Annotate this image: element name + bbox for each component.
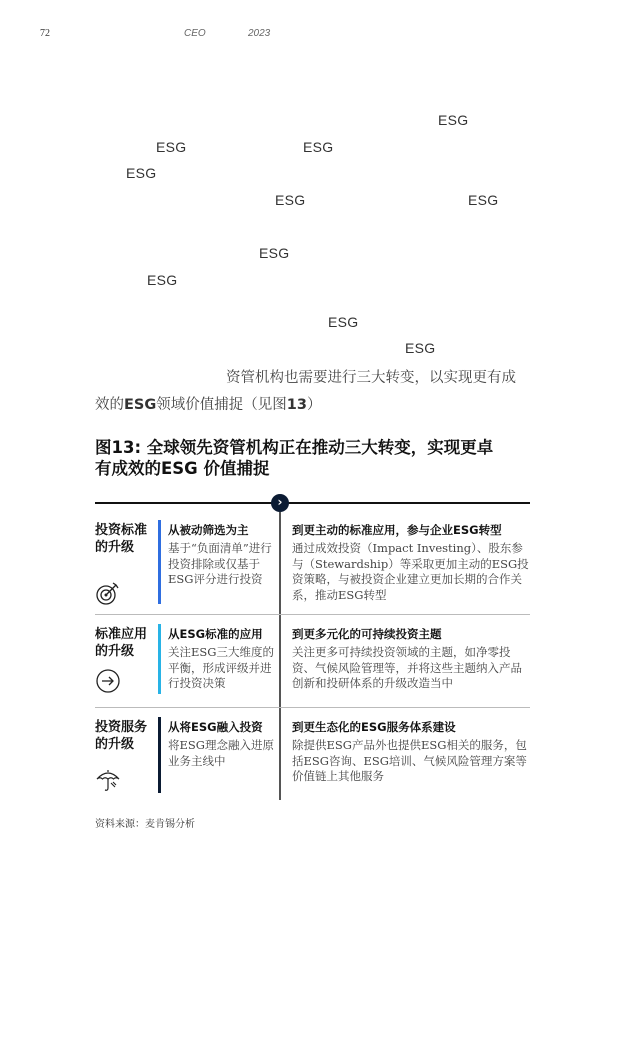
esg-fragment: ESG — [468, 192, 499, 208]
esg-fragment: ESG — [259, 245, 290, 261]
umbrella-icon — [95, 767, 121, 793]
esg-fragment: ESG — [156, 139, 187, 155]
esg-fragment: ESG — [438, 112, 469, 128]
accent-bar — [158, 717, 161, 793]
figure-title-line2: 有成效的ESG 价值捕捉 — [95, 459, 270, 478]
esg-fragment: ESG — [147, 272, 178, 288]
body-text-num: 13 — [286, 397, 307, 413]
row-divider — [95, 707, 530, 708]
from-description: 基于“负面清单”进行投资排除或仅基于ESG评分进行投资 — [168, 541, 272, 586]
to-heading: 到更生态化的ESG服务体系建设 — [292, 720, 456, 734]
esg-fragment: ESG — [126, 165, 157, 181]
figure-title-line1: 图13: 全球领先资管机构正在推动三大转变，实现更卓 — [95, 438, 494, 457]
body-text-post: ） — [306, 397, 322, 413]
from-description: 关注ESG三大维度的平衡，形成评级并进行投资决策 — [168, 645, 274, 690]
accent-bar — [158, 624, 161, 694]
arrow-circle-icon — [95, 668, 121, 694]
esg-fragment: ESG — [405, 340, 436, 356]
to-description: 除提供ESG产品外也提供ESG相关的服务，包括ESG咨询、ESG培训、气候风险管理方案等价值链上其他服务 — [292, 738, 527, 783]
body-text-esg: ESG — [124, 397, 157, 413]
to-description: 关注更多可持续投资领域的主题，如净零投资、气候风险管理等，并将这些主题纳入产品创新和投研体系的升级改造当中 — [292, 645, 522, 690]
to-heading: 到更主动的标准应用，参与企业ESG转型 — [292, 523, 502, 537]
accent-bar — [158, 520, 161, 604]
from-heading: 从ESG标准的应用 — [168, 627, 263, 641]
figure-top-rule — [95, 502, 530, 504]
page-number: 72 — [40, 28, 50, 39]
esg-fragment: ESG — [328, 314, 359, 330]
row-label: 投资服务的升级 — [95, 720, 148, 752]
to-description: 通过成效投资（Impact Investing）、股东参与（Stewardship）等采取更加主动的ESG投资策略，与被投资企业建立更加长期的合作关系，推动ESG转型 — [292, 541, 529, 602]
figure-title — [95, 437, 535, 479]
row-divider — [95, 614, 530, 615]
from-description: 将ESG理念融入进原业务主线中 — [168, 738, 274, 768]
chevron-right-icon: › — [271, 494, 289, 512]
esg-fragment: ESG — [275, 192, 306, 208]
target-icon — [95, 580, 121, 606]
row-label: 投资标准的升级 — [95, 523, 148, 555]
body-text-line2 — [95, 393, 321, 414]
column-divider — [279, 512, 281, 800]
to-heading: 到更多元化的可持续投资主题 — [292, 627, 442, 641]
body-text-pre: 效的 — [95, 397, 124, 413]
body-text-mid: 领域价值捕捉（见图 — [156, 397, 287, 413]
row-label: 标准应用的升级 — [95, 627, 148, 659]
body-text-line1: 资管机构也需要进行三大转变，以实现更有成 — [226, 370, 516, 386]
header-ceo: CEO — [184, 28, 206, 39]
from-heading: 从被动筛选为主 — [168, 523, 249, 537]
esg-fragment: ESG — [303, 139, 334, 155]
from-heading: 从将ESG融入投资 — [168, 720, 263, 734]
source-note: 资料来源：麦肯锡分析 — [95, 819, 195, 830]
header-year: 2023 — [248, 28, 271, 39]
